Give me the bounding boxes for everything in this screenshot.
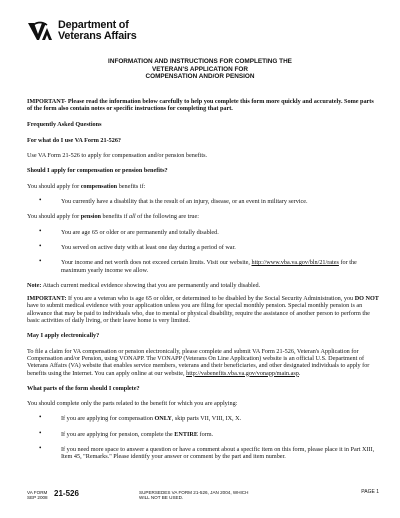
- va-logo-icon: [27, 20, 53, 42]
- page-number: PAGE 1: [361, 489, 379, 495]
- text-fragment: benefits if:: [117, 182, 146, 190]
- list-item-text: Your income and net worth does not exceed certain limits. Visit our website,: [61, 259, 252, 267]
- page-title: [0, 58, 400, 81]
- text-fragment-italic: all: [129, 213, 136, 221]
- important-notice: [27, 295, 379, 324]
- form-number: 21-526: [54, 489, 79, 498]
- text-fragment: .: [298, 369, 301, 377]
- list-item-text: You currently have a disability that is the result of an injury, disease, or an event in military service.: [61, 198, 308, 206]
- form-label-line-1: VA FORM: [27, 490, 48, 495]
- list-item-text: You are age 65 or older or are permanently and totally disabled.: [61, 228, 219, 236]
- important-intro: IMPORTANT- Please read the information below carefully to help you complete this form more quickly and accurately. Some parts of the form also contain notes or specific instructions for completing that part.: [27, 98, 374, 113]
- answer-parts: You should complete only the parts related to the benefit for which you are applying:: [27, 400, 238, 408]
- bullet-icon: •: [39, 428, 42, 437]
- bullet-icon: •: [39, 241, 42, 250]
- list-item: [27, 428, 379, 438]
- form-label: [27, 490, 48, 500]
- supersedes-line-1: SUPERSEDES VA FORM 21-526, JAN 2004, WHICH: [139, 490, 249, 495]
- list-item: [27, 259, 379, 274]
- list-item: [27, 226, 379, 236]
- bullet-icon: •: [39, 226, 42, 235]
- list-item-text: for the maximum yearly income we allow.: [61, 259, 357, 274]
- list-item-text: If you are applying for compensation: [61, 415, 155, 423]
- list-item: [27, 198, 379, 205]
- compensation-intro: [27, 183, 379, 190]
- rates-link[interactable]: http://www.vba.va.gov/bln/21/rates: [251, 259, 339, 267]
- note-text: Attach current medical evidence showing that you are permanently and totally disabled.: [41, 281, 261, 289]
- list-item-text: If you need more space to answer a question or have a comment about a specific item on this form, please place it in Part XIII, Item 45, "Remarks." Please identify your answer or comment by the part and item number.: [61, 446, 375, 461]
- instructions-body: [27, 98, 379, 469]
- bullet-icon: •: [39, 196, 42, 205]
- question-which-benefit: Should I apply for compensation or pension benefits?: [27, 167, 168, 175]
- text-fragment: You should apply for: [27, 213, 81, 221]
- title-line-3: COMPENSATION AND/OR PENSION: [145, 73, 255, 81]
- list-item: [27, 446, 379, 461]
- pension-intro: [27, 213, 379, 220]
- bullet-icon: •: [39, 257, 42, 266]
- text-fragment: You should apply for: [27, 182, 81, 190]
- question-form-use: For what do I use VA Form 21-526?: [27, 136, 122, 144]
- text-fragment: If you are a veteran who is age 65 or older, or determined to be disabled by the Social Security Administration, you: [66, 295, 355, 303]
- text-fragment: To file a claim for VA compensation or pension electronically, please complete and submit VA Form 21-526, Veteran's Application for Compensation and/or Pension, using VONAPP. The VONAPP (Veterans On Line Application) website is an official U.S. Department of Veterans Affairs (VA) website that enables service members, veterans and their beneficiaries, and other designated individuals to apply for benefits using the Internet. You can apply online at our website,: [27, 347, 370, 377]
- title-line-2: VETERAN'S APPLICATION FOR: [152, 65, 248, 73]
- department-line-2: Veterans Affairs: [58, 29, 137, 42]
- question-parts: What parts of the form should I complete?: [27, 384, 140, 392]
- list-item-text: You served on active duty with at least one day during a period of war.: [61, 243, 236, 251]
- note: [27, 282, 379, 289]
- faq-heading: Frequently Asked Questions: [27, 120, 102, 128]
- answer-form-use: Use VA Form 21-526 to apply for compensation and/or pension benefits.: [27, 152, 208, 160]
- header: [27, 20, 137, 52]
- answer-electronic: [27, 348, 379, 377]
- bullet-icon: •: [39, 413, 42, 422]
- text-fragment-bold: ONLY: [154, 415, 172, 423]
- important-label: IMPORTANT:: [27, 295, 67, 303]
- bullet-icon: •: [39, 444, 42, 453]
- department-name: [58, 20, 137, 41]
- text-fragment-bold: pension: [80, 213, 101, 221]
- question-electronic: May I apply electronically?: [27, 332, 100, 340]
- text-fragment: of the following are true:: [135, 213, 199, 221]
- text-fragment-bold: ENTIRE: [174, 430, 198, 438]
- list-item: [27, 415, 379, 422]
- department-line-1: Department of: [58, 19, 129, 31]
- supersedes-note: [139, 490, 248, 500]
- supersedes-line-2: WILL NOT BE USED.: [139, 495, 184, 500]
- list-item-text: , skip parts VII, VIII, IX, X.: [171, 415, 242, 423]
- title-line-1: INFORMATION AND INSTRUCTIONS FOR COMPLETING THE: [108, 58, 292, 65]
- text-fragment-bold: DO NOT: [354, 295, 379, 303]
- footer: [27, 490, 379, 510]
- text-fragment: benefits if: [100, 213, 129, 221]
- vonapp-link[interactable]: http://vabenefits.vba.va.gov/vonapp/main.asp: [186, 369, 299, 377]
- list-item: [27, 241, 379, 251]
- text-fragment-bold: compensation: [80, 182, 118, 190]
- note-label: Note:: [27, 281, 42, 289]
- form-label-line-2: SEP 2008: [27, 495, 48, 500]
- list-item-text: form.: [197, 430, 214, 438]
- text-fragment: have to submit medical evidence with your application unless you are filing for special monthly pension. Special monthly pension is an allowance that may be paid to individuals who, due to mental or physical disability, require the assistance of another person to perform the basic activities of daily living, or their leave home is very limited.: [27, 302, 370, 325]
- list-item-text: If you are applying for pension, complete the: [61, 430, 175, 438]
